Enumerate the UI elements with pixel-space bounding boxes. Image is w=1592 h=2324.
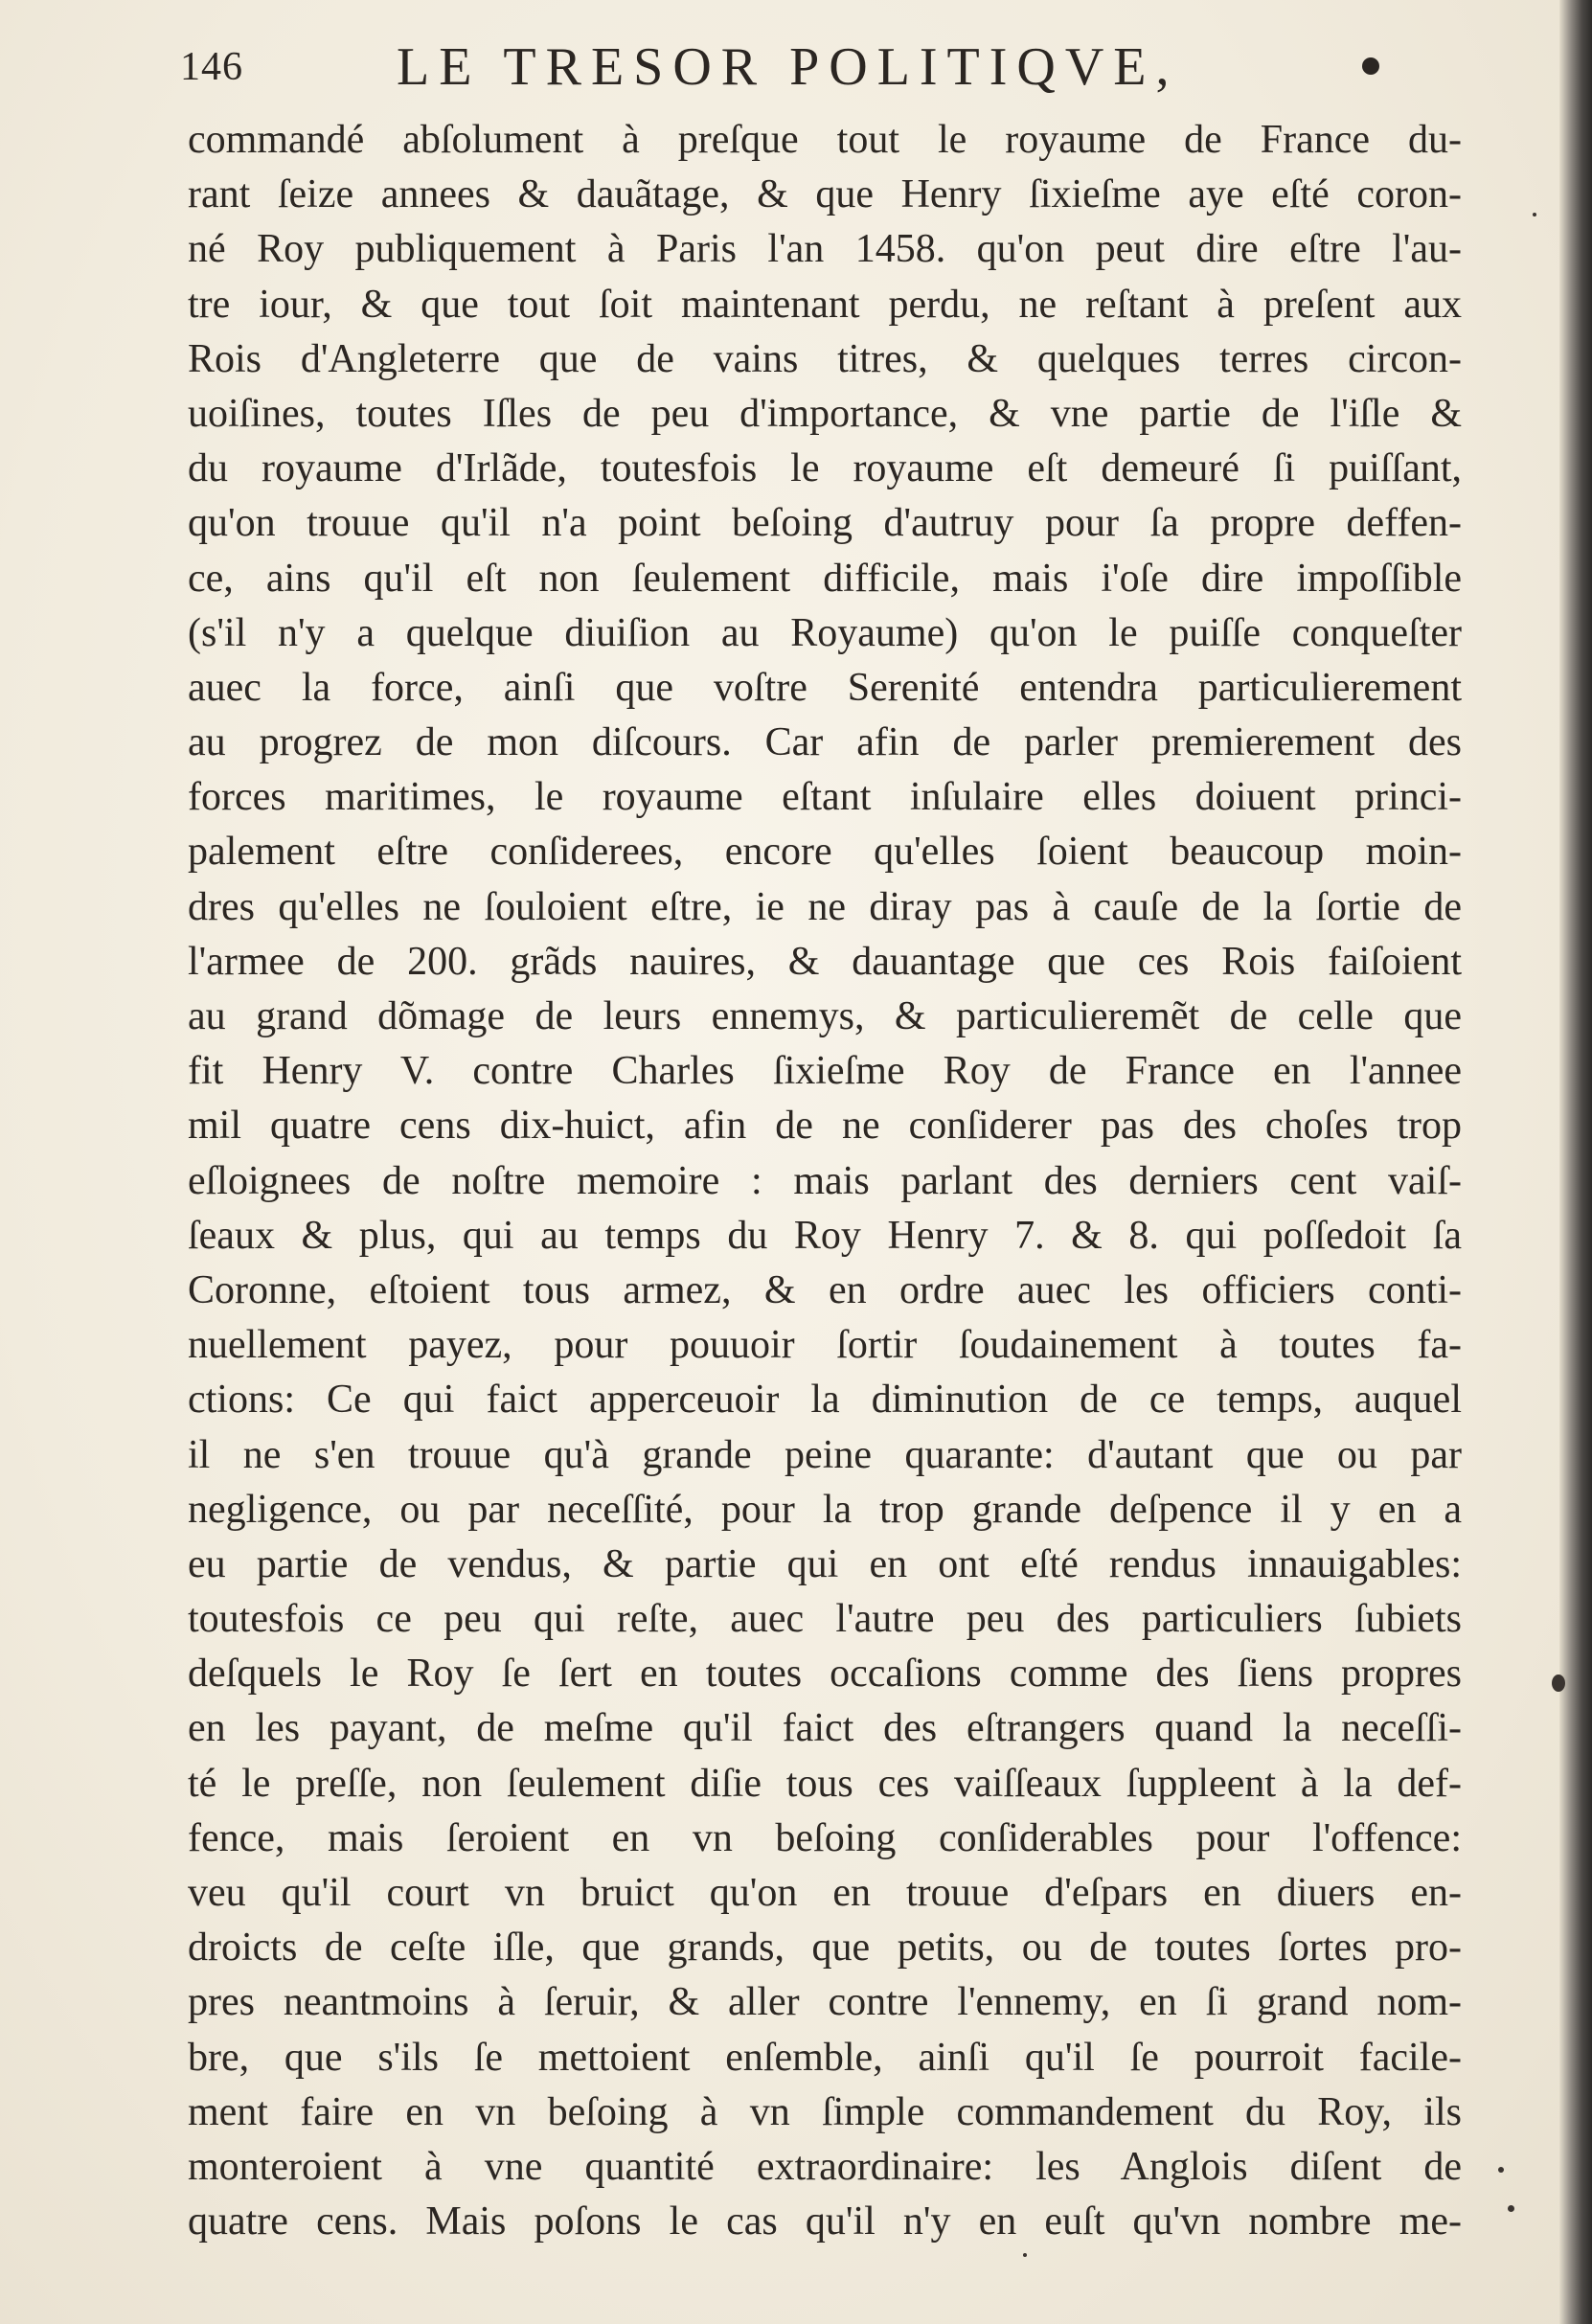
text-line: uoiſines, toutes Iſles de peu d'importance, & vne partie de l'iſle & — [188, 391, 1462, 436]
page-header — [180, 36, 1454, 103]
ink-spot-icon — [1508, 2205, 1514, 2212]
text-line: Rois d'Angleterre que de vains titres, & quelques terres circon- — [188, 336, 1462, 381]
text-line: palement eſtre conſiderees, encore qu'elles ſoient beaucoup moin- — [188, 830, 1462, 875]
page-number: 146 — [180, 45, 243, 89]
text-line: (s'il n'y a quelque diuiſion au Royaume) qu'on le puiſſe conqueſter — [188, 610, 1462, 655]
text-line: né Roy publiquement à Paris l'an 1458. qu'on peut dire eſtre l'au- — [188, 227, 1462, 272]
text-line: pres neantmoins à ſeruir, & aller contre l'ennemy, en ſi grand nom- — [188, 1980, 1462, 2025]
text-line: quatre cens. Mais poſons le cas qu'il n'y en euſt qu'vn nombre me- — [188, 2199, 1462, 2244]
ink-spot-icon — [1533, 213, 1536, 216]
text-line: ce, ains qu'il eſt non ſeulement difficile, mais i'oſe dire impoſſible — [188, 556, 1462, 601]
page-edge-shadow — [1559, 0, 1592, 2324]
text-line: fit Henry V. contre Charles ſixieſme Roy de France en l'annee — [188, 1049, 1462, 1094]
text-line: té le preſſe, non ſeulement diſie tous ces vaiſſeaux ſuppleent à la def- — [188, 1761, 1462, 1806]
body-text — [188, 113, 1462, 2249]
text-line: dres qu'elles ne ſouloient eſtre, ie ne diray pas à cauſe de la ſortie de — [188, 884, 1462, 929]
ink-spot-icon — [1498, 2167, 1504, 2173]
text-line: droicts de ceſte iſle, que grands, que petits, ou de toutes ſortes pro- — [188, 1925, 1462, 1971]
text-line: du royaume d'Irlãde, toutesfois le royaume eſt demeuré ſi puiſſant, — [188, 446, 1462, 491]
text-line: eſloignees de noſtre memoire : mais parlant des derniers cent vaiſ- — [188, 1158, 1462, 1203]
text-line: deſquels le Roy ſe ſert en toutes occaſions comme des ſiens propres — [188, 1652, 1462, 1697]
text-line: ctions: Ce qui faict apperceuoir la diminution de ce temps, auquel — [188, 1378, 1462, 1423]
text-line: tre iour, & que tout ſoit maintenant perdu, ne reſtant à preſent aux — [188, 282, 1462, 327]
text-line: au progrez de mon diſcours. Car afin de parler premierement des — [188, 720, 1462, 765]
text-line: Coronne, eſtoient tous armez, & en ordre auec les officiers conti- — [188, 1267, 1462, 1312]
text-line: mil quatre cens dix-huict, afin de ne conſiderer pas des choſes trop — [188, 1104, 1462, 1149]
text-line: forces maritimes, le royaume eſtant inſulaire elles doiuent princi- — [188, 775, 1462, 820]
text-line: l'armee de 200. grãds nauires, & dauantage que ces Rois faiſoient — [188, 939, 1462, 984]
text-line: nuellement payez, pour pouuoir ſortir ſoudainement à toutes fa- — [188, 1323, 1462, 1368]
text-line: fence, mais ſeroient en vn beſoing conſiderables pour l'offence: — [188, 1815, 1462, 1860]
ink-spot-icon — [1023, 2253, 1027, 2257]
running-title: LE TRESOR POLITIQVE, — [397, 37, 1179, 97]
text-line: veu qu'il court vn bruict qu'on en trouue d'eſpars en diuers en- — [188, 1871, 1462, 1915]
text-line: ment faire en vn beſoing à vn ſimple commandement du Roy, ils — [188, 2089, 1462, 2134]
text-line: monteroient à vne quantité extraordinaire: les Anglois diſent de — [188, 2144, 1462, 2189]
text-line: qu'on trouue qu'il n'a point beſoing d'autruy pour ſa propre deffen- — [188, 501, 1462, 546]
text-line: auec la force, ainſi que voſtre Serenité entendra particulierement — [188, 665, 1462, 710]
text-line: il ne s'en trouue qu'à grande peine quarante: d'autant que ou par — [188, 1432, 1462, 1477]
ink-spot-icon — [1552, 1675, 1565, 1692]
text-line: eu partie de vendus, & partie qui en ont eſté rendus innauigables: — [188, 1541, 1462, 1586]
text-line: au grand dõmage de leurs ennemys, & particulieremẽt de celle que — [188, 994, 1462, 1038]
text-line: bre, que s'ils ſe mettoient enſemble, ainſi qu'il ſe pourroit facile- — [188, 2035, 1462, 2080]
ornament-dot-icon — [1362, 57, 1379, 75]
text-line: negligence, ou par neceſſité, pour la trop grande deſpence il y en a — [188, 1487, 1462, 1532]
text-line: rant ſeize annees & dauãtage, & que Henry ſixieſme aye eſté coron- — [188, 172, 1462, 217]
text-line: ſeaux & plus, qui au temps du Roy Henry 7. & 8. qui poſſedoit ſa — [188, 1213, 1462, 1258]
text-line: commandé abſolument à preſque tout le royaume de France du- — [188, 118, 1462, 162]
text-line: en les payant, de meſme qu'il faict des eſtrangers quand la neceſſi- — [188, 1706, 1462, 1751]
text-line: toutesfois ce peu qui reſte, auec l'autre peu des particuliers ſubiets — [188, 1597, 1462, 1642]
